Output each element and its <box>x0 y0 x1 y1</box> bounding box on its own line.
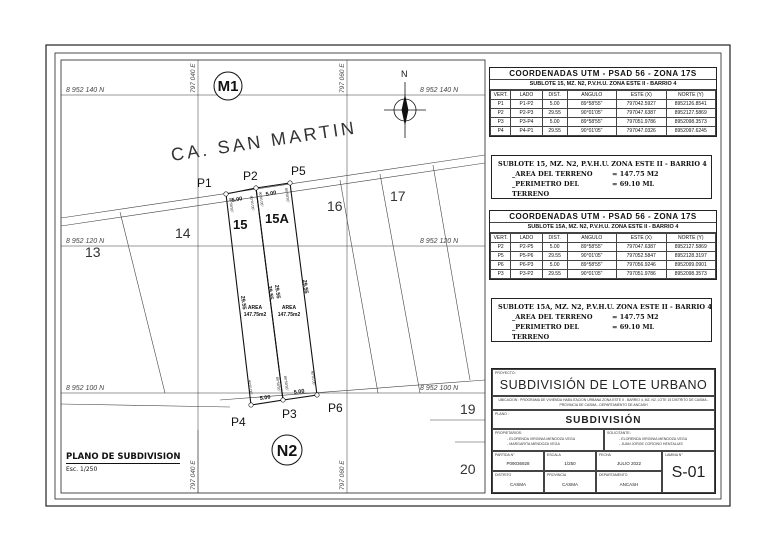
area-label-15a: AREA <box>281 305 297 311</box>
dim-top-left: 5.00 <box>231 196 243 204</box>
table-header-row: VERT. LADO DIST. ANGULO ESTE (X) NORTE (Y) <box>491 234 716 243</box>
summary-area-value: = 147.75 M2 <box>612 313 659 321</box>
grid-label-n140-right: 8 952 140 N <box>420 87 459 94</box>
angle-p6: 90°01'05" <box>310 370 317 386</box>
angle-p4: 90°01'05" <box>247 379 254 395</box>
title-block-owners: PROPIETARIOS: - ELORENDA VIRGINIA MENDOZA VEGA - MARGARITA MENDOZA VEGA <box>492 429 604 451</box>
grid-label-e040-bottom: 797 040 E <box>190 460 197 490</box>
area-label-15: AREA <box>247 305 263 311</box>
lot-15-summary <box>491 155 712 199</box>
manzana-m1-marker <box>214 72 242 100</box>
grid-label-e040-top: 797 040 E <box>190 63 197 93</box>
table-row: P3 P3-P4 5.00 89°58'55" 797051.9786 8952098.3573 <box>491 118 716 127</box>
vertex-p1 <box>224 192 228 196</box>
angle-p2-left: 90°01'05" <box>249 195 256 211</box>
dim-side-right: 29.55 <box>301 279 309 294</box>
summary-perimeter-label: _PERIMETRO DEL TERRENO <box>512 180 580 198</box>
label-p5: P5 <box>291 164 306 178</box>
lot-number-20: 20 <box>460 461 476 477</box>
table-subtitle: SUBLOTE 15A, MZ. N2, P.V.H.U. ZONA ESTE II - BARRIO 4 <box>490 223 716 233</box>
summary-area-label: _AREA DEL TERRENO <box>512 170 593 178</box>
summary-perimeter-value: = 69.10 ML <box>612 180 655 188</box>
grid-label-e060-top: 797 060 E <box>339 63 346 93</box>
angle-p3-right: 89°58'55" <box>283 375 290 391</box>
angle-p3-left: 89°58'55" <box>275 376 282 392</box>
lot-number-16: 16 <box>327 198 343 214</box>
label-p4: P4 <box>231 415 246 429</box>
lot-number-15a: 15A <box>265 211 289 226</box>
sheet-number: LAMINA N° S-01 <box>662 451 715 493</box>
lot-number-17: 17 <box>390 188 406 204</box>
summary-area-label: _AREA DEL TERRENO <box>512 313 593 321</box>
dim-top-right: 5.00 <box>265 190 277 198</box>
plano-label-title: PLANO DE SUBDIVISION <box>66 452 181 462</box>
label-p3: P3 <box>282 407 297 421</box>
lot-number-13: 13 <box>85 244 101 260</box>
table-row: P1 P1-P2 5.00 89°58'55" 797042.5927 8952126.8541 <box>491 100 716 109</box>
title-block-applicants: SOLICITANTE: - ELORENDA VIRGINIA MENDOZA VEGA - JUAN JORGE CORCINO HENTALUIS <box>604 429 715 451</box>
vertex-p4 <box>249 403 253 407</box>
table-row: P5 P5-P6 29.55 90°01'05" 797052.5847 8952128.3197 <box>491 252 716 261</box>
dim-side-mid-a: 29.55 <box>266 285 274 300</box>
table-row: P2 P2-P5 5.00 89°58'55" 797047.6387 8952127.5869 <box>491 243 716 252</box>
summary-perimeter-label: _PERIMETRO DEL TERRENO <box>512 323 580 341</box>
grid-label-n100-right: 8 952 100 N <box>420 385 459 392</box>
title-block-location: UBICACION : PROGRAMA DE VIVIENDA HABILITACION URBANA ZONA ESTE II - BARRIO 4, MZ. N2, LOTE 15 DISTRITO DE CASMA - PROVINCIA DE CASMA - DEPARTAMENTO DE ANCASH <box>492 396 715 410</box>
vertex-p5 <box>288 181 292 185</box>
title-block-plano: PLANO : SUBDIVISIÓN <box>492 410 715 429</box>
dim-bottom-right: 5.00 <box>293 388 305 396</box>
title-block-project: PROYECTO: SUBDIVISIÓN DE LOTE URBANO <box>492 369 715 396</box>
plano-label <box>66 452 180 473</box>
vertex-p6 <box>315 393 319 397</box>
grid-label-n120-right: 8 952 120 N <box>420 238 459 245</box>
angle-p1: 89°58'55" <box>228 197 235 213</box>
grid-label-n140-left: 8 952 140 N <box>66 87 105 94</box>
svg-text:M1: M1 <box>217 78 239 95</box>
lot-number-14: 14 <box>175 225 191 241</box>
area-value-15a: 147.75m2 <box>277 312 301 318</box>
summary-heading: SUBLOTE 15A, MZ. N2, P.V.H.U. ZONA ESTE II - BARRIO 4 <box>498 303 712 311</box>
lot-number-15: 15 <box>233 217 248 232</box>
coordinate-grid <box>61 60 485 493</box>
lot-15a-summary <box>491 298 712 342</box>
table-title: COORDENADAS UTM - PSAD 56 - ZONA 17S <box>490 68 716 80</box>
plano-title: SUBDIVISIÓN <box>565 415 642 426</box>
table-title: COORDENADAS UTM - PSAD 56 - ZONA 17S <box>490 211 716 223</box>
north-label: N <box>401 69 408 79</box>
plano-label-scale: Esc. 1/250 <box>66 466 98 473</box>
manzana-n2-marker <box>272 435 302 465</box>
dim-bottom-left: 5.00 <box>259 394 271 402</box>
lot-number-19: 19 <box>460 401 476 417</box>
dim-side-left: 29.55 <box>239 295 247 310</box>
svg-text:N2: N2 <box>276 443 298 460</box>
summary-perimeter-value: = 69.10 ML <box>612 323 655 331</box>
angle-p5: 89°58'55" <box>284 187 291 203</box>
table-row: P4 P4-P1 29.55 90°01'05" 797047.0326 8952097.6245 <box>491 127 716 136</box>
table-row: P3 P3-P2 29.55 90°01'05" 797051.9786 8952098.3573 <box>491 270 716 279</box>
project-title: SUBDIVISIÓN DE LOTE URBANO <box>499 378 708 392</box>
table-header-row: VERT. LADO DIST. ANGULO ESTE (X) NORTE (Y) <box>491 91 716 100</box>
table-row: P2 P2-P3 29.55 90°01'05" 797047.6387 8952127.5869 <box>491 109 716 118</box>
grid-label-n120-left: 8 952 120 N <box>66 238 105 245</box>
vertex-p2 <box>254 186 258 190</box>
table-row: P6 P6-P3 5.00 89°58'55" 797056.9246 8952099.0901 <box>491 261 716 270</box>
summary-area-value: = 147.75 M2 <box>612 170 659 178</box>
coordinates-table-15 <box>489 67 717 137</box>
summary-heading: SUBLOTE 15, MZ. N2, P.V.H.U. ZONA ESTE II - BARRIO 4 <box>498 160 707 168</box>
street-name: CA. SAN MARTIN <box>169 117 359 165</box>
map-frame <box>61 60 485 493</box>
label-p1: P1 <box>197 176 212 190</box>
label-p2: P2 <box>243 169 258 183</box>
grid-label-e060-bottom: 797 060 E <box>339 460 346 490</box>
angle-p2-right: 90°01'05" <box>258 191 265 207</box>
label-p6: P6 <box>328 401 343 415</box>
table-subtitle: SUBLOTE 15, MZ. N2, P.V.H.U. ZONA ESTE II - BARRIO 4 <box>490 80 716 90</box>
title-block: PROYECTO: SUBDIVISIÓN DE LOTE URBANO UBICACION : PROGRAMA DE VIVIENDA HABILITACION URBANA ZONA ESTE II - BARRIO 4, MZ. N2, LOTE 15 DISTRITO DE CASMA - PROVINCIA DE CASMA - DEPARTAMENTO DE ANCASH PLANO : SUBDIVISIÓN PROPIETARIOS: - ELORENDA VIRGINIA MENDOZA VEGA - MARGARITA MENDOZA VEGA SOLICITANTE: - ELORENDA VIRGINIA MENDOZA VEGA - JUAN JORGE CORCINO HENTALUIS PARTIDA N° P09036928 ESCALA 1/250 FECHA JULIO 2022 LAMINA N° S-01 DISTRITO CASMA PROVINCIA CASMA DEPARTAMENTO ANCASH <box>491 368 716 494</box>
area-value-15: 147.75m2 <box>243 312 267 318</box>
vertex-p3 <box>281 398 285 402</box>
coordinates-table-15a <box>489 210 717 280</box>
dim-side-mid-b: 29.55 <box>273 284 281 299</box>
grid-label-n100-left: 8 952 100 N <box>66 385 105 392</box>
